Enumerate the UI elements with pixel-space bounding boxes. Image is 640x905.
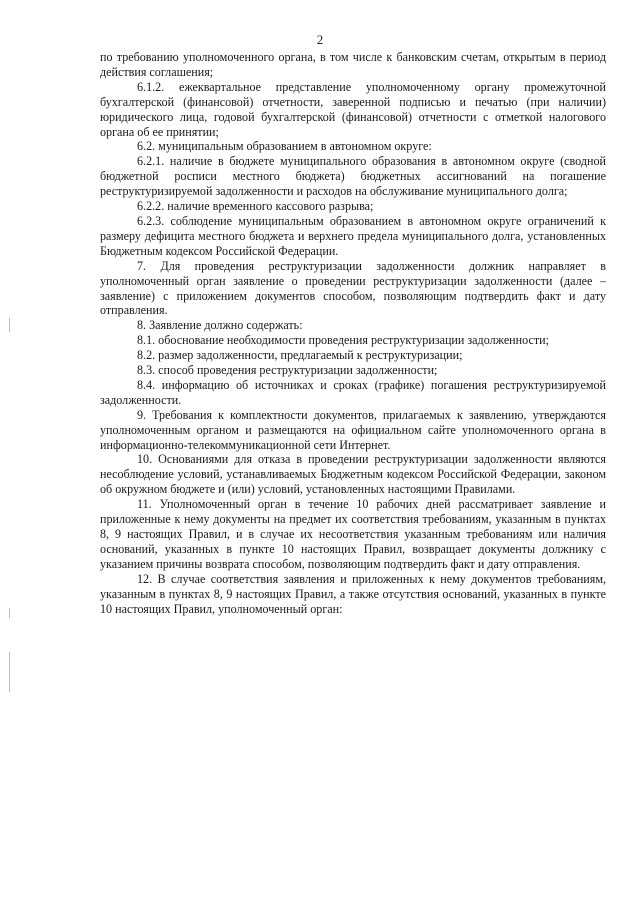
- paragraph: 12. В случае соответствия заявления и приложенных к нему документов требованиям, указанным в пунктах 8, 9 настоящих Правил, а также отсутствия оснований, указанных в пункте 10 настоящих Правил, уполномоченный орган:: [100, 571, 606, 616]
- scan-margin-mark: [9, 318, 10, 332]
- paragraph: 8.4. информацию об источниках и сроках (графике) погашения реструктуризируемой задолженности.: [100, 377, 606, 407]
- paragraph: 7. Для проведения реструктуризации задолженности должник направляет в уполномоченный орган заявление о проведении реструктуризации задолженности (далее – заявление) с приложением документов способом, позволяющим подтвердить факт и дату отправления.: [100, 258, 606, 318]
- paragraph: 6.1.2. ежеквартальное представление уполномоченному органу промежуточной бухгалтерской (финансовой) отчетности, заверенной подписью и печатью (при наличии) юридического лица, годовой бухгалтерской (финансовой) отчетности с отметкой налогового органа об ее принятии;: [100, 79, 606, 139]
- scan-margin-mark: [9, 608, 10, 618]
- paragraph: по требованию уполномоченного органа, в том числе к банковским счетам, открытым в период действия соглашения;: [100, 50, 606, 79]
- paragraph: 9. Требования к комплектности документов, прилагаемых к заявлению, утверждаются уполномоченным органом и размещаются на официальном сайте уполномоченного органа в информационно-телекоммуникационной сети Интернет.: [100, 407, 606, 452]
- paragraph: 6.2. муниципальным образованием в автономном округе:: [137, 139, 432, 154]
- paragraph: 8.2. размер задолженности, предлагаемый к реструктуризации;: [137, 348, 463, 363]
- paragraph: 8. Заявление должно содержать:: [137, 318, 303, 333]
- page-number: 2: [316, 32, 324, 47]
- paragraph: 8.1. обоснование необходимости проведения реструктуризации задолженности;: [137, 333, 549, 348]
- scan-margin-mark: [9, 652, 10, 692]
- document-body: [100, 50, 606, 616]
- paragraph: 11. Уполномоченный орган в течение 10 рабочих дней рассматривает заявление и приложенные к нему документы на предмет их соответствия требованиям, указанным в пунктах 8, 9 настоящих Правил, и в случае их несоответствия указанным требованиям или наличия оснований, указанных в пункте 10 настоящих Правил, возвращает документы должнику с указанием причины возврата способом, позволяющим подтвердить факт и дату отправления.: [100, 497, 606, 571]
- paragraph: 6.2.3. соблюдение муниципальным образованием в автономном округе ограничений к размеру дефицита местного бюджета и верхнего предела муниципального долга, установленных Бюджетным кодексом Российской Федерации.: [100, 213, 606, 258]
- paragraph: 10. Основаниями для отказа в проведении реструктуризации задолженности являются несоблюдение условий, устанавливаемых Бюджетным кодексом Российской Федерации, законом об окружном бюджете и (или) условий, установленных настоящими Правилами.: [100, 452, 606, 497]
- paragraph: 8.3. способ проведения реструктуризации задолженности;: [137, 363, 438, 378]
- paragraph: 6.2.1. наличие в бюджете муниципального образования в автономном округе (сводной бюджетной росписи местного бюджета) бюджетных ассигнований на погашение реструктуризируемой задолженности и расходов на обслуживание муниципального долга;: [100, 154, 606, 199]
- paragraph: 6.2.2. наличие временного кассового разрыва;: [137, 199, 374, 214]
